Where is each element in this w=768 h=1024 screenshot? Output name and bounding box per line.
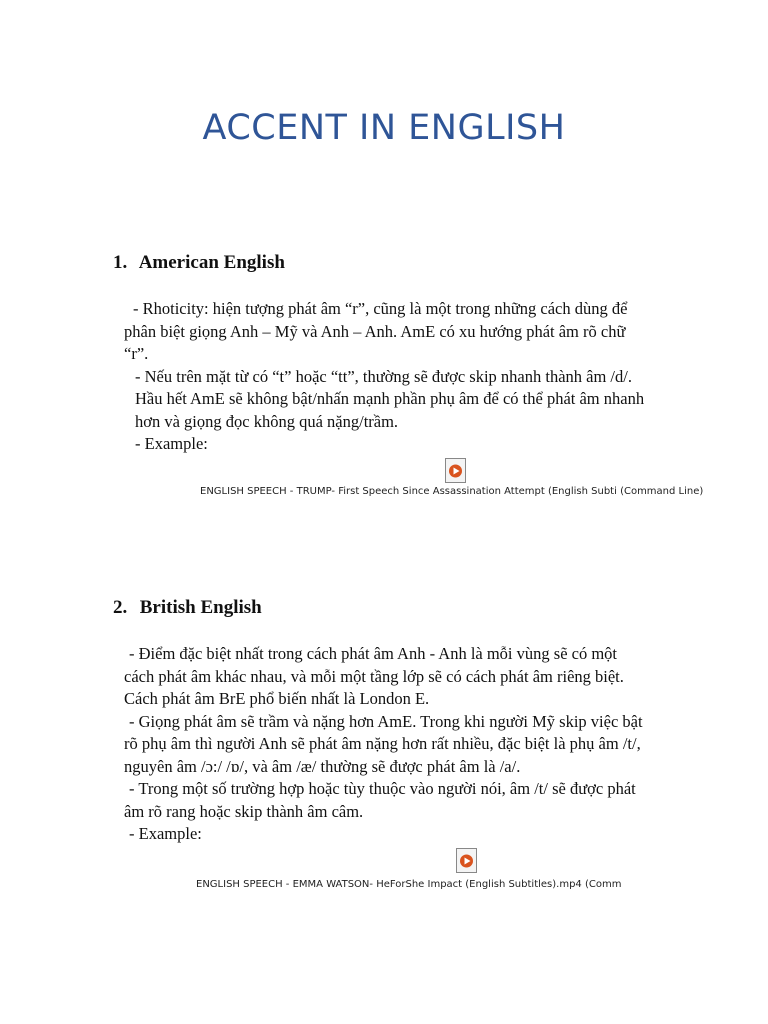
- section-number: 1.: [113, 252, 128, 273]
- media-play-icon[interactable]: [445, 458, 466, 482]
- section-heading-british-english: [113, 597, 262, 619]
- document-title: ACCENT IN ENGLISH: [202, 108, 566, 148]
- paragraph-line: rõ phụ âm thì người Anh sẽ phát âm nặng hơn rất nhiều, đặc biệt là phụ âm /t/,: [124, 734, 641, 753]
- paragraph-line: - Giọng phát âm sẽ trầm và nặng hơn AmE. Trong khi người Mỹ skip việc bật: [129, 712, 643, 731]
- section-heading-american-english: [113, 252, 285, 274]
- paragraph-line: - Nếu trên mặt từ có “t” hoặc “tt”, thường sẽ được skip nhanh thành âm /d/.: [135, 367, 632, 386]
- paragraph-line: nguyên âm /ɔ:/ /ɒ/, và âm /æ/ thường sẽ được phát âm là /a/.: [124, 757, 521, 776]
- paragraph-line: - Example:: [129, 824, 202, 843]
- paragraph-line: hơn và giọng đọc không quá nặng/trầm.: [135, 412, 399, 431]
- paragraph-line: phân biệt giọng Anh – Mỹ và Anh – Anh. AmE có xu hướng phát âm rõ chữ: [124, 322, 626, 341]
- section-title: British English: [139, 597, 262, 618]
- paragraph-line: - Trong một số trường hợp hoặc tùy thuộc vào người nói, âm /t/ sẽ được phát: [129, 779, 636, 798]
- media-caption[interactable]: ENGLISH SPEECH - EMMA WATSON- HeForShe Impact (English Subtitles).mp4 (Comm: [196, 879, 622, 890]
- paragraph-line: âm rõ rang hoặc skip thành âm câm.: [124, 802, 364, 821]
- paragraph-line: Hầu hết AmE sẽ không bật/nhấn mạnh phần phụ âm để có thể phát âm nhanh: [135, 389, 645, 408]
- paragraph-line: - Rhoticity: hiện tượng phát âm “r”, cũng là một trong những cách dùng để: [133, 299, 628, 318]
- paragraph-line: Cách phát âm BrE phổ biến nhất là London E.: [124, 689, 430, 708]
- paragraph-line: - Example:: [135, 434, 208, 453]
- media-play-icon[interactable]: [456, 848, 477, 872]
- section-title: American English: [138, 252, 285, 273]
- paragraph-line: “r”.: [124, 344, 149, 363]
- section-number: 2.: [113, 597, 128, 618]
- paragraph-line: cách phát âm khác nhau, và mỗi một tầng lớp sẽ có cách phát âm riêng biệt.: [124, 667, 624, 686]
- media-caption[interactable]: ENGLISH SPEECH - TRUMP- First Speech Since Assassination Attempt (English Subti (Command Line): [200, 486, 704, 497]
- paragraph-line: - Điểm đặc biệt nhất trong cách phát âm Anh - Anh là mỗi vùng sẽ có một: [129, 644, 618, 663]
